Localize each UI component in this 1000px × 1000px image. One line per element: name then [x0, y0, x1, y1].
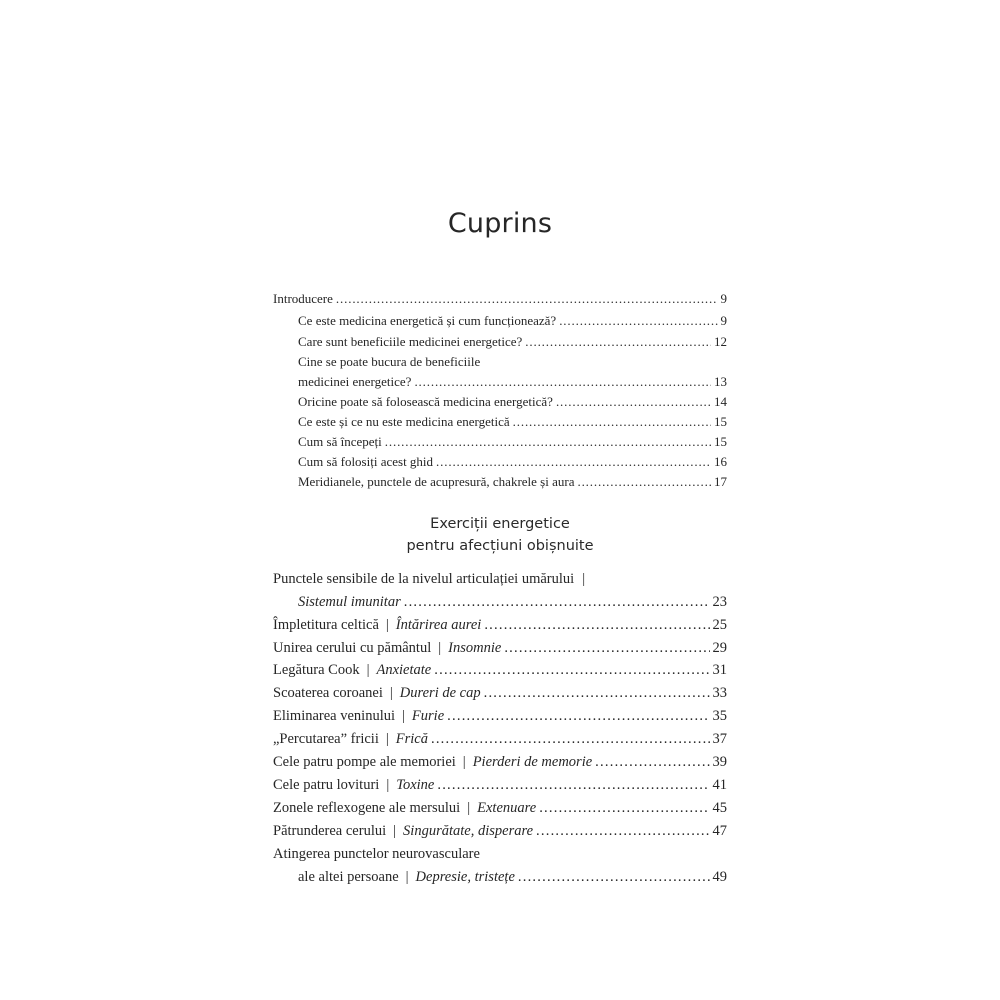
- toc-entry-title: Cele patru lovituri: [273, 777, 380, 793]
- toc-entry-condition: Anxietate: [376, 662, 432, 678]
- toc-entry: [298, 454, 727, 474]
- toc-separator: |: [467, 800, 471, 816]
- section-heading-line: Exerciții energetice: [430, 516, 570, 532]
- toc-entry-condition: Insomnie: [448, 640, 502, 656]
- toc-entry-first-line: [273, 846, 727, 868]
- toc-entry: [273, 291, 727, 311]
- toc-entry-condition: Depresie, tristețe: [415, 869, 515, 885]
- section-heading-line: pentru afecțiuni obișnuite: [406, 538, 594, 554]
- toc-entry-title: Cum să începeți: [298, 434, 382, 449]
- toc-entry: [298, 474, 727, 494]
- toc-entry-condition: Toxine: [396, 777, 435, 793]
- toc-entry-condition: Singurătate, disperare: [403, 823, 534, 839]
- toc-entry-first-line: [273, 571, 727, 593]
- toc-dot-leader: [484, 685, 710, 702]
- toc-entry-title-continued: ale altei persoane: [298, 869, 399, 885]
- toc-entry-title: Cum să folosiți acest ghid: [298, 454, 434, 469]
- toc-page-number: 12: [714, 334, 727, 349]
- toc-entry-title: Unirea cerului cu pământul: [273, 640, 432, 656]
- toc-entry-title: Cine se poate bucura de beneficiile: [298, 354, 481, 369]
- toc-page-number: 47: [712, 823, 727, 839]
- toc-dot-leader: [447, 708, 709, 725]
- toc-dot-leader: [595, 754, 709, 771]
- toc-entry-title: Oricine poate să folosească medicina energetică?: [298, 394, 553, 409]
- toc-separator: |: [438, 640, 442, 656]
- toc-dot-leader: [404, 594, 710, 611]
- page-title: Cuprins: [447, 208, 553, 239]
- toc-page-number: 31: [712, 662, 727, 678]
- toc-entry-title: Punctele sensibile de la nivelul articulației umărului: [273, 571, 575, 587]
- toc-dot-leader: [434, 662, 709, 679]
- toc-dot-leader: [414, 374, 711, 390]
- toc-entry: [298, 414, 727, 434]
- toc-entry: [273, 662, 727, 684]
- toc-page-number: 29: [712, 640, 727, 656]
- toc-page-number: 15: [714, 434, 727, 449]
- toc-entry-title: Cele patru pompe ale memoriei: [273, 754, 456, 770]
- toc-page-number: 33: [712, 685, 727, 701]
- toc-entry-condition: Întărirea aurei: [395, 617, 482, 633]
- toc-separator: |: [385, 731, 389, 747]
- toc-entry-condition: Sistemul imunitar: [298, 594, 401, 610]
- toc-dot-leader: [539, 800, 709, 817]
- toc-dot-leader: [336, 291, 718, 307]
- toc-page-number: 15: [714, 414, 727, 429]
- toc-separator: |: [582, 571, 586, 587]
- toc-entry-title: Meridianele, punctele de acupresură, chakrele și aura: [298, 474, 575, 489]
- toc-entry: [273, 685, 727, 707]
- toc-entry-title: Împletitura celtică: [273, 617, 379, 633]
- toc-entry: [298, 434, 727, 454]
- toc-dot-leader: [437, 777, 709, 794]
- toc-separator: |: [462, 754, 466, 770]
- toc-entry-condition: Extenuare: [477, 800, 537, 816]
- toc-separator: |: [402, 708, 405, 724]
- toc-separator: |: [389, 685, 393, 701]
- toc-entry: [273, 731, 727, 753]
- toc-dot-leader: [513, 414, 711, 430]
- toc-entry: [273, 640, 727, 662]
- toc-entry: [298, 334, 727, 354]
- toc-entry-title: Ce este medicina energetică și cum funcționează?: [298, 313, 557, 328]
- toc-page-number: 17: [714, 474, 727, 489]
- toc-entry-title: Pătrunderea cerului: [273, 823, 387, 839]
- toc-dot-leader: [577, 474, 711, 490]
- toc-dot-leader: [484, 617, 709, 634]
- toc-page-number: 35: [712, 708, 727, 724]
- toc-entry: [273, 617, 727, 639]
- toc-page-number: 23: [712, 594, 727, 610]
- toc-entry-title: Zonele reflexogene ale mersului: [273, 800, 461, 816]
- toc-entry: [273, 708, 727, 730]
- toc-entry-first-line: [298, 354, 727, 374]
- toc-entry-title: „Percutarea” fricii: [273, 731, 379, 747]
- toc-dot-leader: [504, 640, 709, 657]
- toc-entry-title: Scoaterea coroanei: [273, 685, 383, 701]
- toc-dot-leader: [436, 454, 711, 470]
- toc-separator: |: [405, 869, 409, 885]
- toc-page-number: 9: [720, 313, 727, 328]
- toc-dot-leader: [431, 731, 710, 748]
- toc-dot-leader: [559, 313, 717, 329]
- toc-dot-leader: [385, 434, 711, 450]
- toc-separator: |: [366, 662, 370, 678]
- toc-entry-title: Introducere: [273, 291, 333, 306]
- toc-entry-title: Ce este și ce nu este medicina energetică: [298, 414, 510, 429]
- toc-page-number: 45: [712, 800, 727, 816]
- toc-entry-condition: Pierderi de memorie: [472, 754, 593, 770]
- toc-dot-leader: [518, 869, 710, 886]
- toc-entry: [273, 800, 727, 822]
- toc-dot-leader: [556, 394, 711, 410]
- toc-page-number: 14: [714, 394, 727, 409]
- toc-entry-condition: Frică: [395, 731, 428, 747]
- toc-page-number: 49: [712, 869, 727, 885]
- section-heading: [0, 513, 1000, 557]
- toc-entry-title: Legătura Cook: [273, 662, 360, 678]
- toc-page-number: 16: [714, 454, 727, 469]
- toc-dot-leader: [525, 334, 711, 350]
- toc-entry: [298, 313, 727, 333]
- toc-page-number: 25: [712, 617, 727, 633]
- toc-entry-title-continued: medicinei energetice?: [298, 374, 412, 389]
- toc-entry: [298, 869, 727, 891]
- toc-page-number: 37: [712, 731, 727, 747]
- toc-entry-title: Atingerea punctelor neurovasculare: [273, 846, 480, 862]
- toc-entry: [273, 823, 727, 845]
- toc-entry: [298, 374, 727, 394]
- toc-separator: |: [393, 823, 397, 839]
- toc-entry: [273, 777, 727, 799]
- toc-entry-title: Eliminarea veninului: [273, 708, 396, 724]
- toc-entry: [273, 754, 727, 776]
- toc-entry-condition: Furie: [411, 708, 445, 724]
- toc-separator: |: [386, 777, 390, 793]
- toc-page-number: 41: [712, 777, 727, 793]
- toc-entry-condition: Dureri de cap: [399, 685, 481, 701]
- toc-separator: |: [385, 617, 389, 633]
- toc-page-number: 13: [714, 374, 727, 389]
- toc-entry: [298, 594, 727, 616]
- toc-entry: [298, 394, 727, 414]
- toc-dot-leader: [536, 823, 709, 840]
- toc-page-number: 39: [712, 754, 727, 770]
- toc-page-number: 9: [720, 291, 727, 306]
- toc-entry-title: Care sunt beneficiile medicinei energetice?: [298, 334, 523, 349]
